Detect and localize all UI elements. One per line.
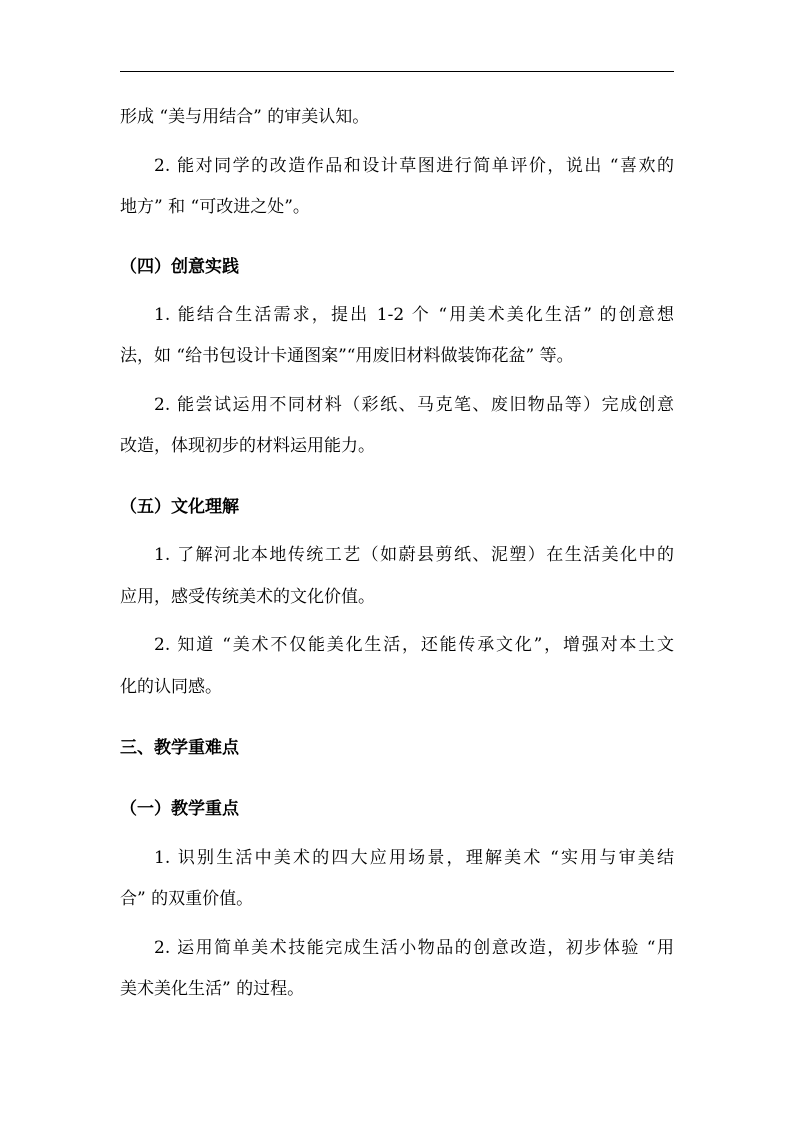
- section-heading: （五）文化理解: [120, 497, 239, 517]
- paragraph-line: 2. 知道 “美术不仅能美化生活，还能传承文化”，增强对本土文: [154, 635, 674, 655]
- section-heading: （四）创意实践: [120, 257, 239, 277]
- section-heading: （一）教学重点: [120, 799, 239, 819]
- paragraph-line: 1. 识别生活中美术的四大应用场景，理解美术 “实用与审美结: [154, 848, 674, 868]
- paragraph-line: 2. 能尝试运用不同材料（彩纸、马克笔、废旧物品等）完成创意: [154, 395, 674, 415]
- paragraph-line: 美术美化生活” 的过程。: [120, 979, 305, 999]
- paragraph-line: 地方” 和 “可改进之处”。: [120, 197, 310, 217]
- paragraph-line: 法，如 “给书包设计卡通图案”“用废旧材料做装饰花盆” 等。: [120, 346, 574, 366]
- header-rule: [120, 71, 674, 72]
- paragraph-line: 1. 了解河北本地传统工艺（如蔚县剪纸、泥塑）在生活美化中的: [154, 545, 674, 565]
- paragraph-line: 化的认同感。: [120, 677, 222, 697]
- paragraph-line: 改造，体现初步的材料运用能力。: [120, 436, 375, 456]
- paragraph-line: 形成 “美与用结合” 的审美认知。: [120, 107, 370, 127]
- paragraph-line: 1. 能结合生活需求，提出 1-2 个 “用美术美化生活” 的创意想: [154, 305, 674, 325]
- paragraph-line: 2. 能对同学的改造作品和设计草图进行简单评价，说出 “喜欢的: [154, 156, 674, 176]
- chapter-heading: 三、教学重难点: [120, 738, 239, 758]
- paragraph-line: 合” 的双重价值。: [120, 889, 254, 909]
- paragraph-line: 应用，感受传统美术的文化价值。: [120, 587, 375, 607]
- paragraph-line: 2. 运用简单美术技能完成生活小物品的创意改造，初步体验 “用: [154, 938, 674, 958]
